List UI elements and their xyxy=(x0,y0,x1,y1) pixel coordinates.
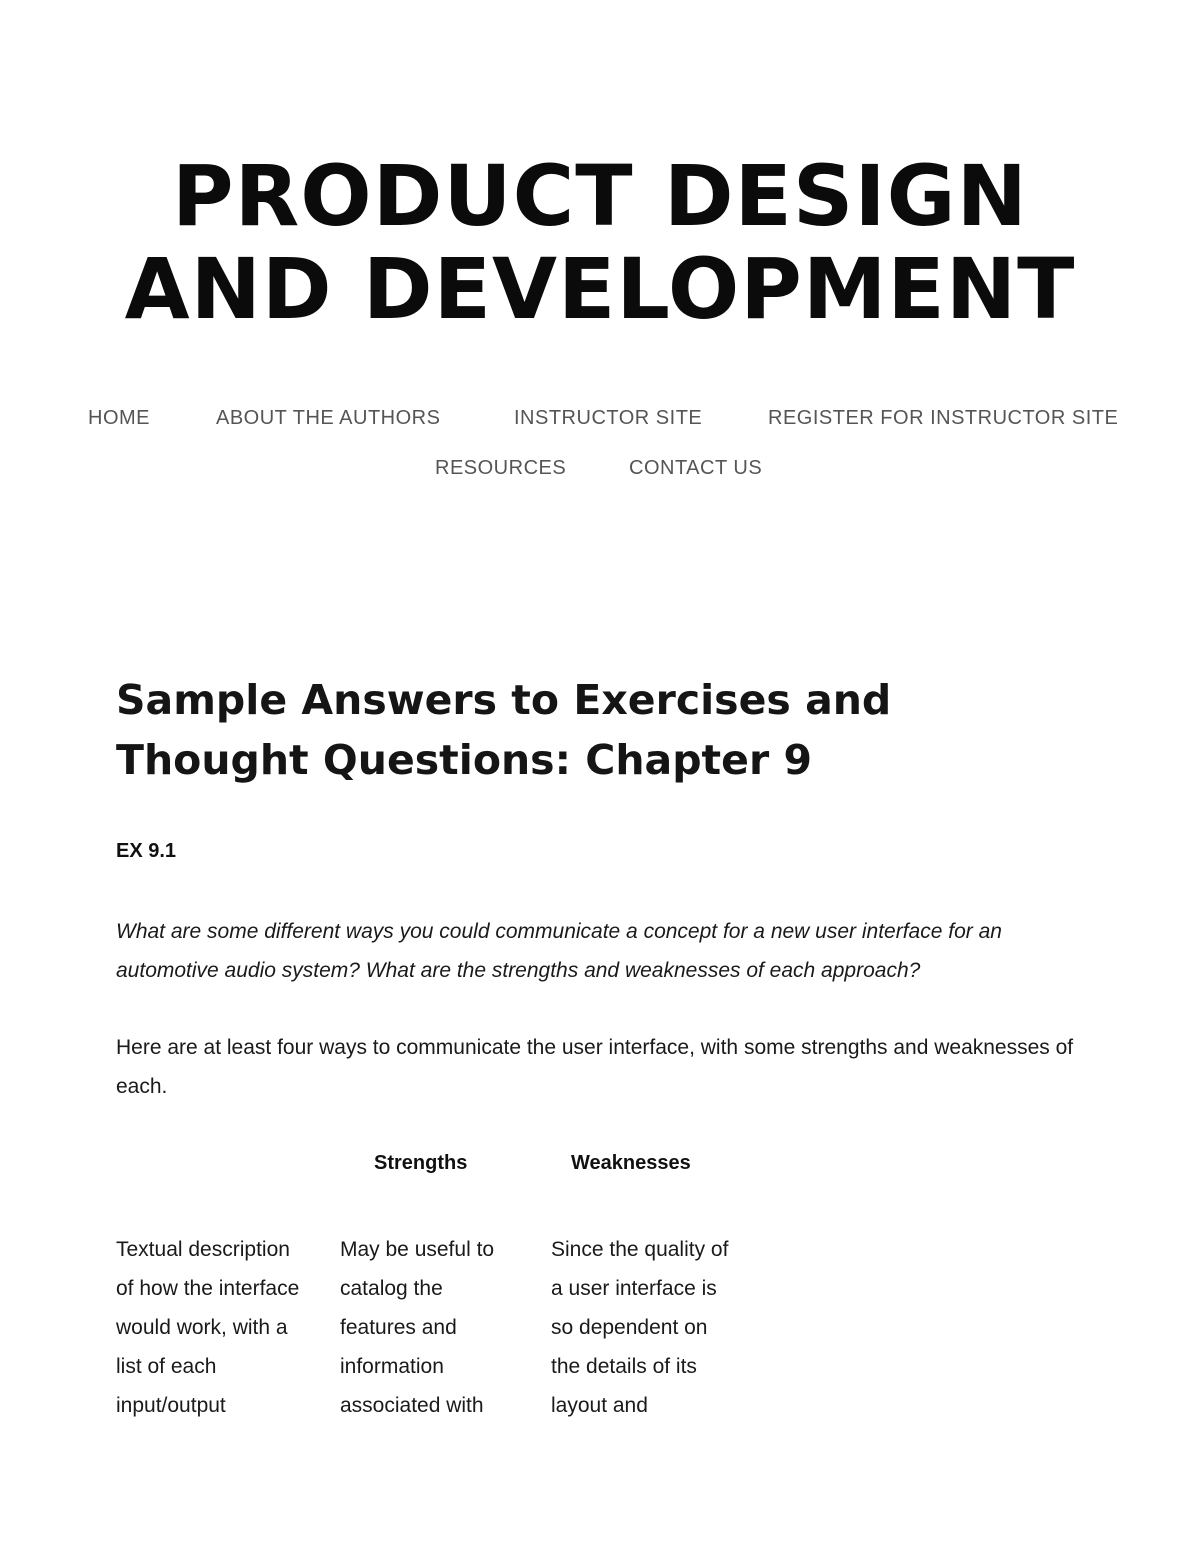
nav-link-about-the-authors[interactable]: ABOUT THE AUTHORS xyxy=(216,407,441,429)
exercise-label: EX 9.1 xyxy=(116,840,177,862)
table-cell-strength: May be useful to catalog the features and information associated with xyxy=(340,1238,495,1417)
nav-row-secondary xyxy=(0,448,1200,488)
table-header-strengths: Strengths xyxy=(374,1152,468,1174)
site-title-line-2: AND DEVELOPMENT xyxy=(124,240,1076,338)
nav-link-contact-us[interactable]: CONTACT US xyxy=(629,457,763,479)
nav-link-resources[interactable]: RESOURCES xyxy=(435,457,567,479)
table-cell-method: Textual description of how the interface would work, with a list of each input/output xyxy=(116,1238,300,1417)
site-title[interactable] xyxy=(0,147,1200,338)
nav-row-primary xyxy=(0,398,1200,438)
answer-intro: Here are at least four ways to communicate the user interface, with some strengths and weaknesses of each. xyxy=(116,1036,1074,1098)
nav-link-home[interactable]: HOME xyxy=(88,407,150,429)
site-title-line-1: PRODUCT DESIGN xyxy=(172,147,1028,245)
article-title: Sample Answers to Exercises and Thought Questions: Chapter 9 xyxy=(116,676,892,784)
nav-link-register-for-instructor-site[interactable]: REGISTER FOR INSTRUCTOR SITE xyxy=(768,407,1119,429)
nav-link-instructor-site[interactable]: INSTRUCTOR SITE xyxy=(514,407,703,429)
table-cell-weakness: Since the quality of a user interface is so dependent on the details of its layout and xyxy=(551,1238,729,1417)
table-header-weaknesses: Weaknesses xyxy=(571,1152,691,1174)
exercise-question: What are some different ways you could communicate a concept for a new user interface for an automotive audio system? What are the strengths and weaknesses of each approach? xyxy=(116,920,1002,982)
